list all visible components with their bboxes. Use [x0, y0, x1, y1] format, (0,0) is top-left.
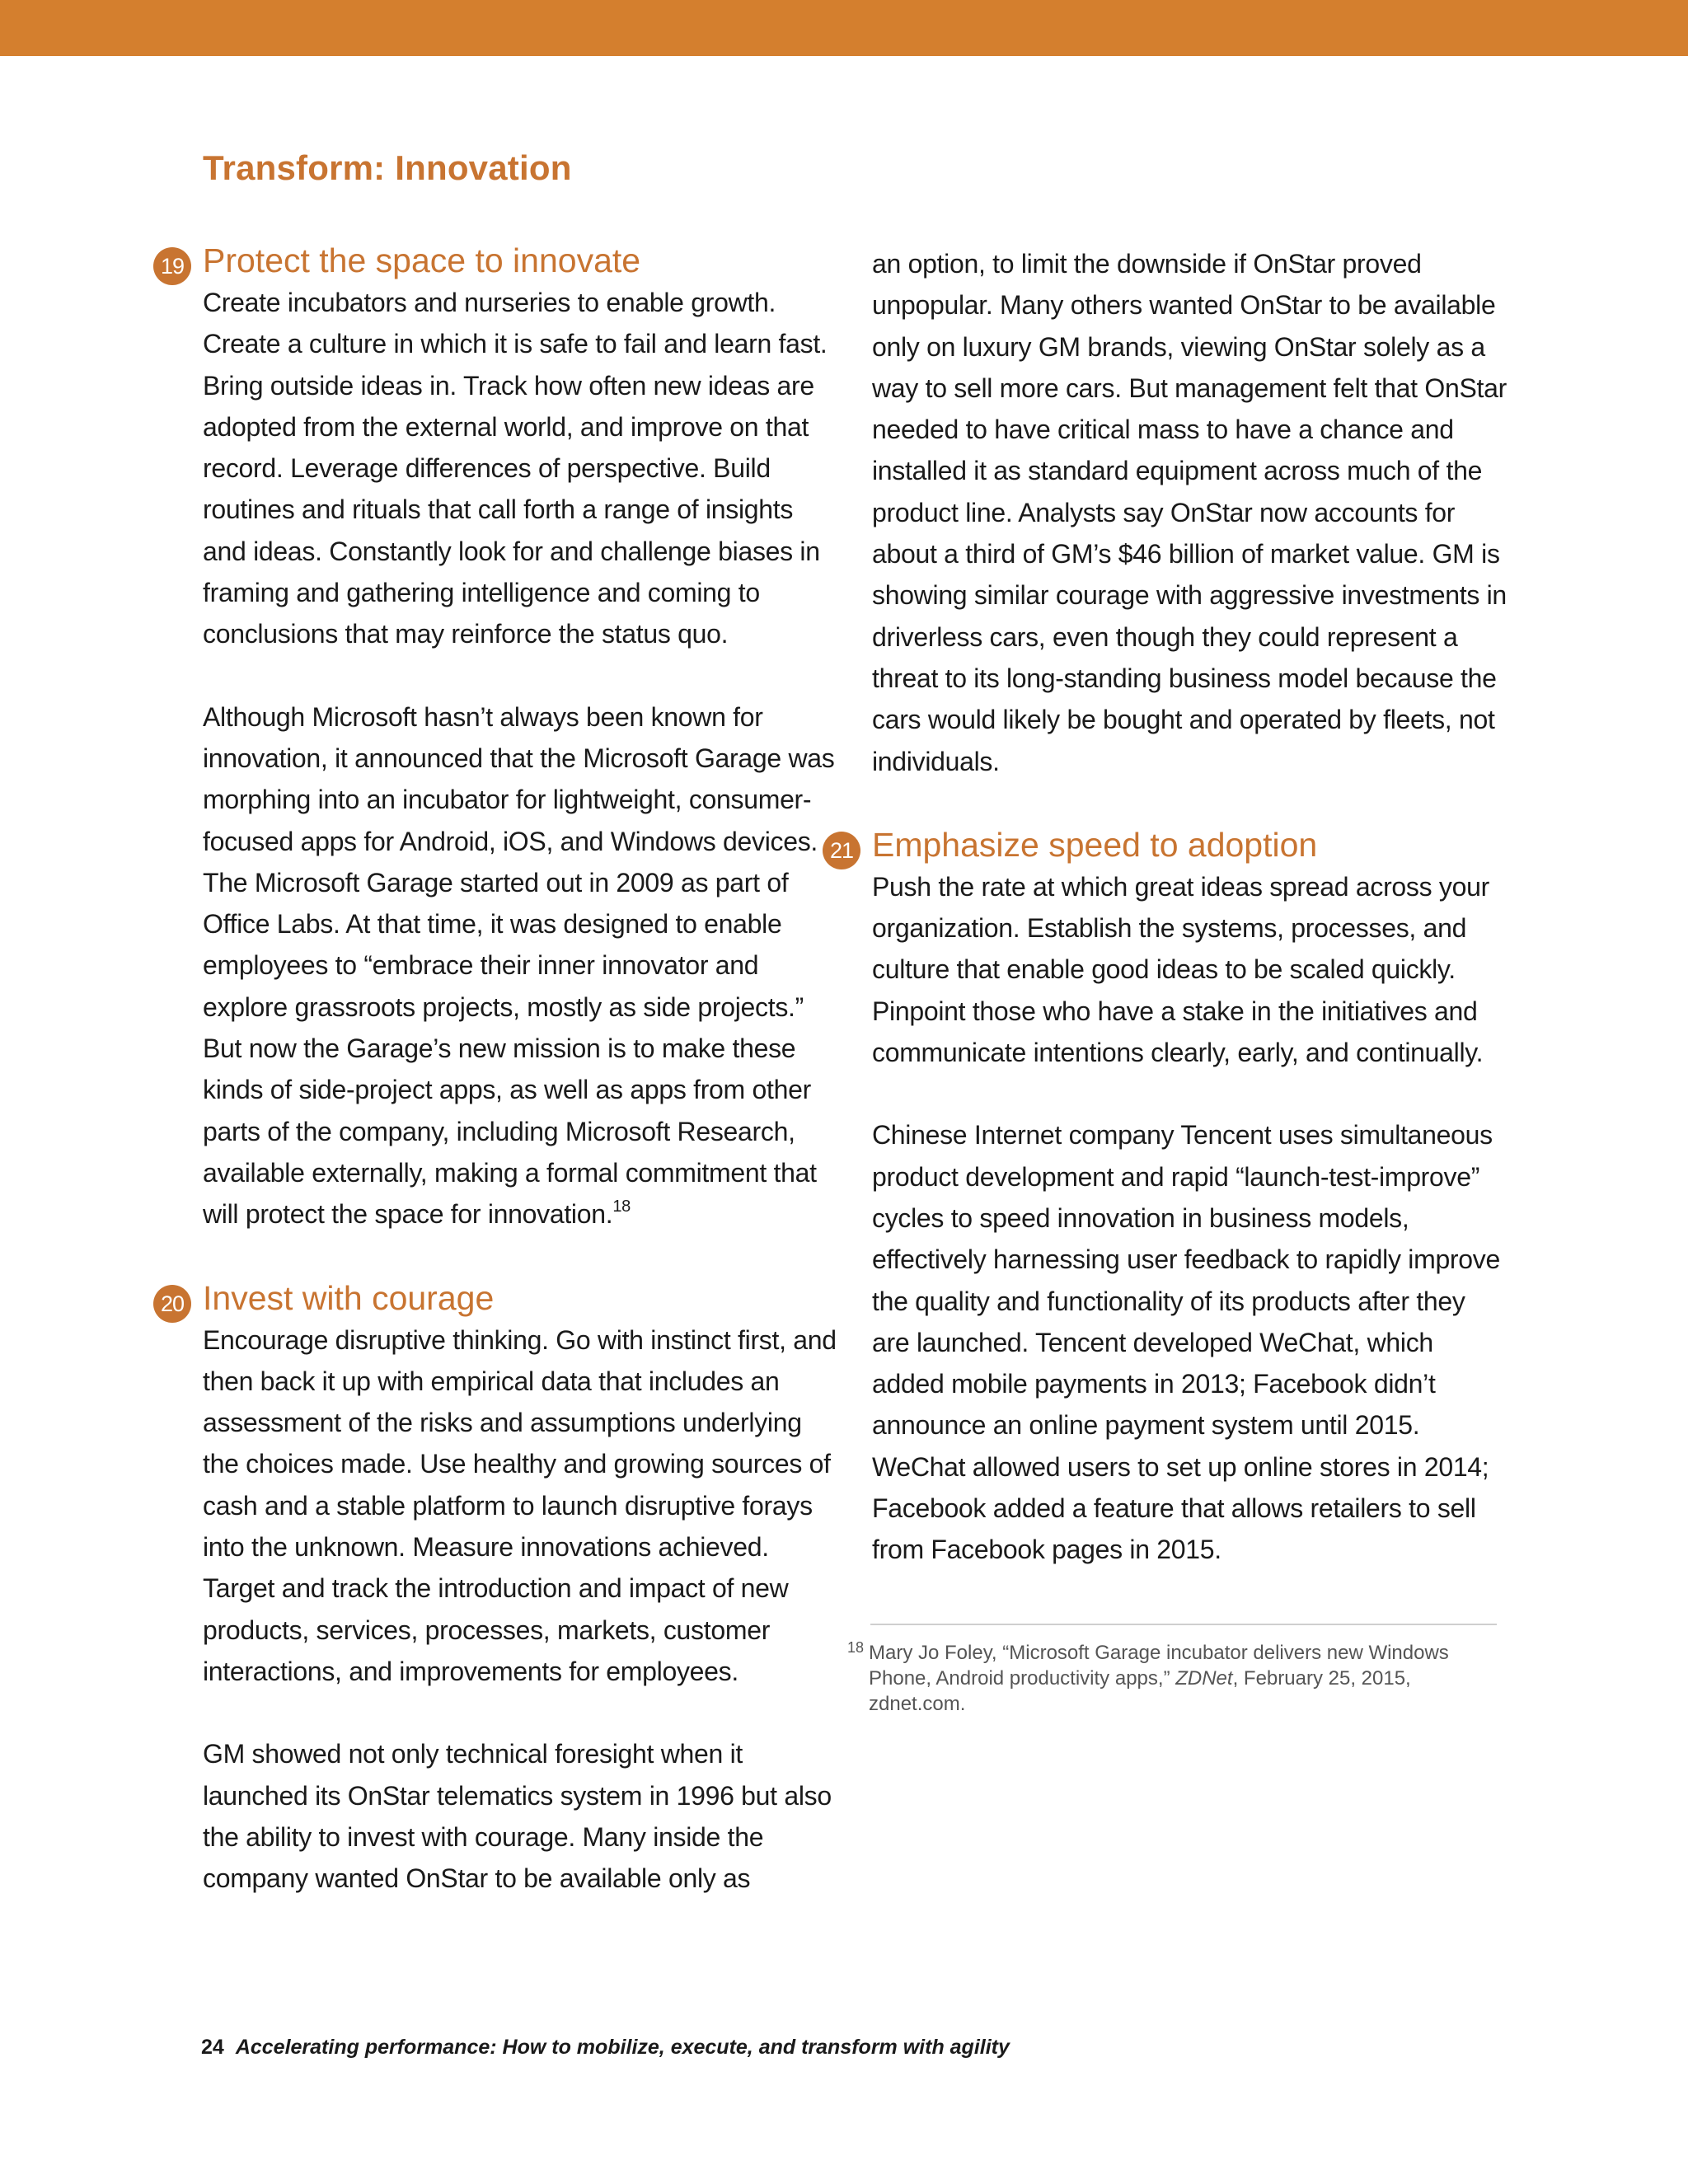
top-accent-bar	[0, 0, 1688, 56]
footnote-date-source: , February 25, 2015, zdnet.com.	[869, 1667, 1411, 1715]
section-19	[160, 239, 837, 1235]
section-number-badge: 20	[153, 1285, 191, 1323]
left-column	[160, 239, 837, 1899]
paragraph: Push the rate at which great ideas spread across your organization. Establish the systems, processes, and culture that enable good ideas to be scaled quickly. Pinpoint those who have a stake in the initiatives and communicate intentions clearly, early, and continually.	[872, 871, 1489, 1068]
paragraph-continued: an option, to limit the downside if OnStar proved unpopular. Many others wanted OnStar to be available only on luxury GM brands, viewing OnStar solely as a way to sell more cars. But management felt that OnStar needed to have critical mass to have a chance and installed it as standard equipment across much of the product line. Analysts say OnStar now accounts for about a third of GM’s $46 billion of market value. GM is showing similar courage with aggressive investments in driverless cars, even though they could represent a threat to its long-standing business model because the cars would likely be bought and operated by fleets, not individuals.	[872, 249, 1507, 776]
footnote-publication: ZDNet	[1175, 1667, 1233, 1690]
right-column	[829, 239, 1507, 1571]
footnote-text	[869, 1640, 1495, 1717]
paragraph: Chinese Internet company Tencent uses simultaneous product development and rapid “launch-test-improve” cycles to speed innovation in business models, effectively harnessing user feedback to rapidly improve the quality and functionality of its products after they are launched. Tencent developed WeChat, which added mobile payments in 2013; Facebook didn’t announce an online payment system until 2015. WeChat allowed users to set up online stores in 2014; Facebook added a feature that allows retailers to sell from Facebook pages in 2015.	[872, 1120, 1500, 1565]
footnote-divider	[870, 1624, 1497, 1625]
footnote-citation: Mary Jo Foley, “Microsoft Garage incubator delivers new Windows Phone, Android productivity apps,”	[869, 1642, 1449, 1690]
section-number-badge: 21	[823, 832, 860, 869]
section-20	[160, 1277, 837, 1900]
section-heading: Emphasize speed to adoption	[872, 825, 1318, 864]
paragraph: Create incubators and nurseries to enable growth. Create a culture in which it is safe to fail and learn fast. Bring outside ideas in. Track how often new ideas are adopted from the external world, and improve on that record. Leverage differences of perspective. Build routines and rituals that call forth a range of insights and ideas. Constantly look for and challenge biases in framing and gathering intelligence and coming to conclusions that may reinforce the status quo.	[203, 288, 828, 649]
paragraph-text: Although Microsoft hasn’t always been known for innovation, it announced that the Microsoft Garage was morphing into an incubator for lightweight, consumer-focused apps for Android, iOS, and Windows devices. The Microsoft Garage started out in 2009 as part of Office Labs. At that time, it was designed to enable employees to “embrace their inner innovator and explore grassroots projects, mostly as side projects.” But now the Garage’s new mission is to make these kinds of side-project apps, as well as apps from other parts of the company, including Microsoft Research, available externally, making a formal commitment that will protect the space for innovation.	[203, 701, 835, 1230]
section-heading: Protect the space to innovate	[203, 241, 641, 279]
section-heading: Invest with courage	[203, 1278, 495, 1317]
publication-title: Accelerating performance: How to mobilize, execute, and transform with agility	[235, 2036, 1010, 2059]
page-number: 24	[201, 2036, 224, 2059]
section-21	[829, 823, 1507, 1571]
paragraph: Encourage disruptive thinking. Go with instinct first, and then back it up with empirical data that includes an assessment of the risks and assumptions underlying the choices made. Use healthy and growing sources of cash and a stable platform to launch disruptive forays into the unknown. Measure innovations achieved. Target and track the introduction and impact of new products, services, processes, markets, customer interactions, and improvements for employees.	[203, 1324, 837, 1686]
footnote: 18 Mary Jo Foley, “Microsoft Garage incubator delivers new Windows Phone, Android productivity apps,” ZDNet, February 25, 2015, zdnet.com.	[847, 1640, 1498, 1717]
paragraph	[203, 696, 837, 1235]
footnote-reference: 18	[612, 1197, 631, 1216]
section-title: Transform: Innovation	[203, 148, 572, 187]
page-footer	[201, 2036, 1010, 2060]
section-number-badge: 19	[153, 247, 191, 285]
paragraph: GM showed not only technical foresight when it launched its OnStar telematics system in 1996 but also the ability to invest with courage. Many inside the company wanted OnStar to be available only as	[203, 1739, 832, 1894]
